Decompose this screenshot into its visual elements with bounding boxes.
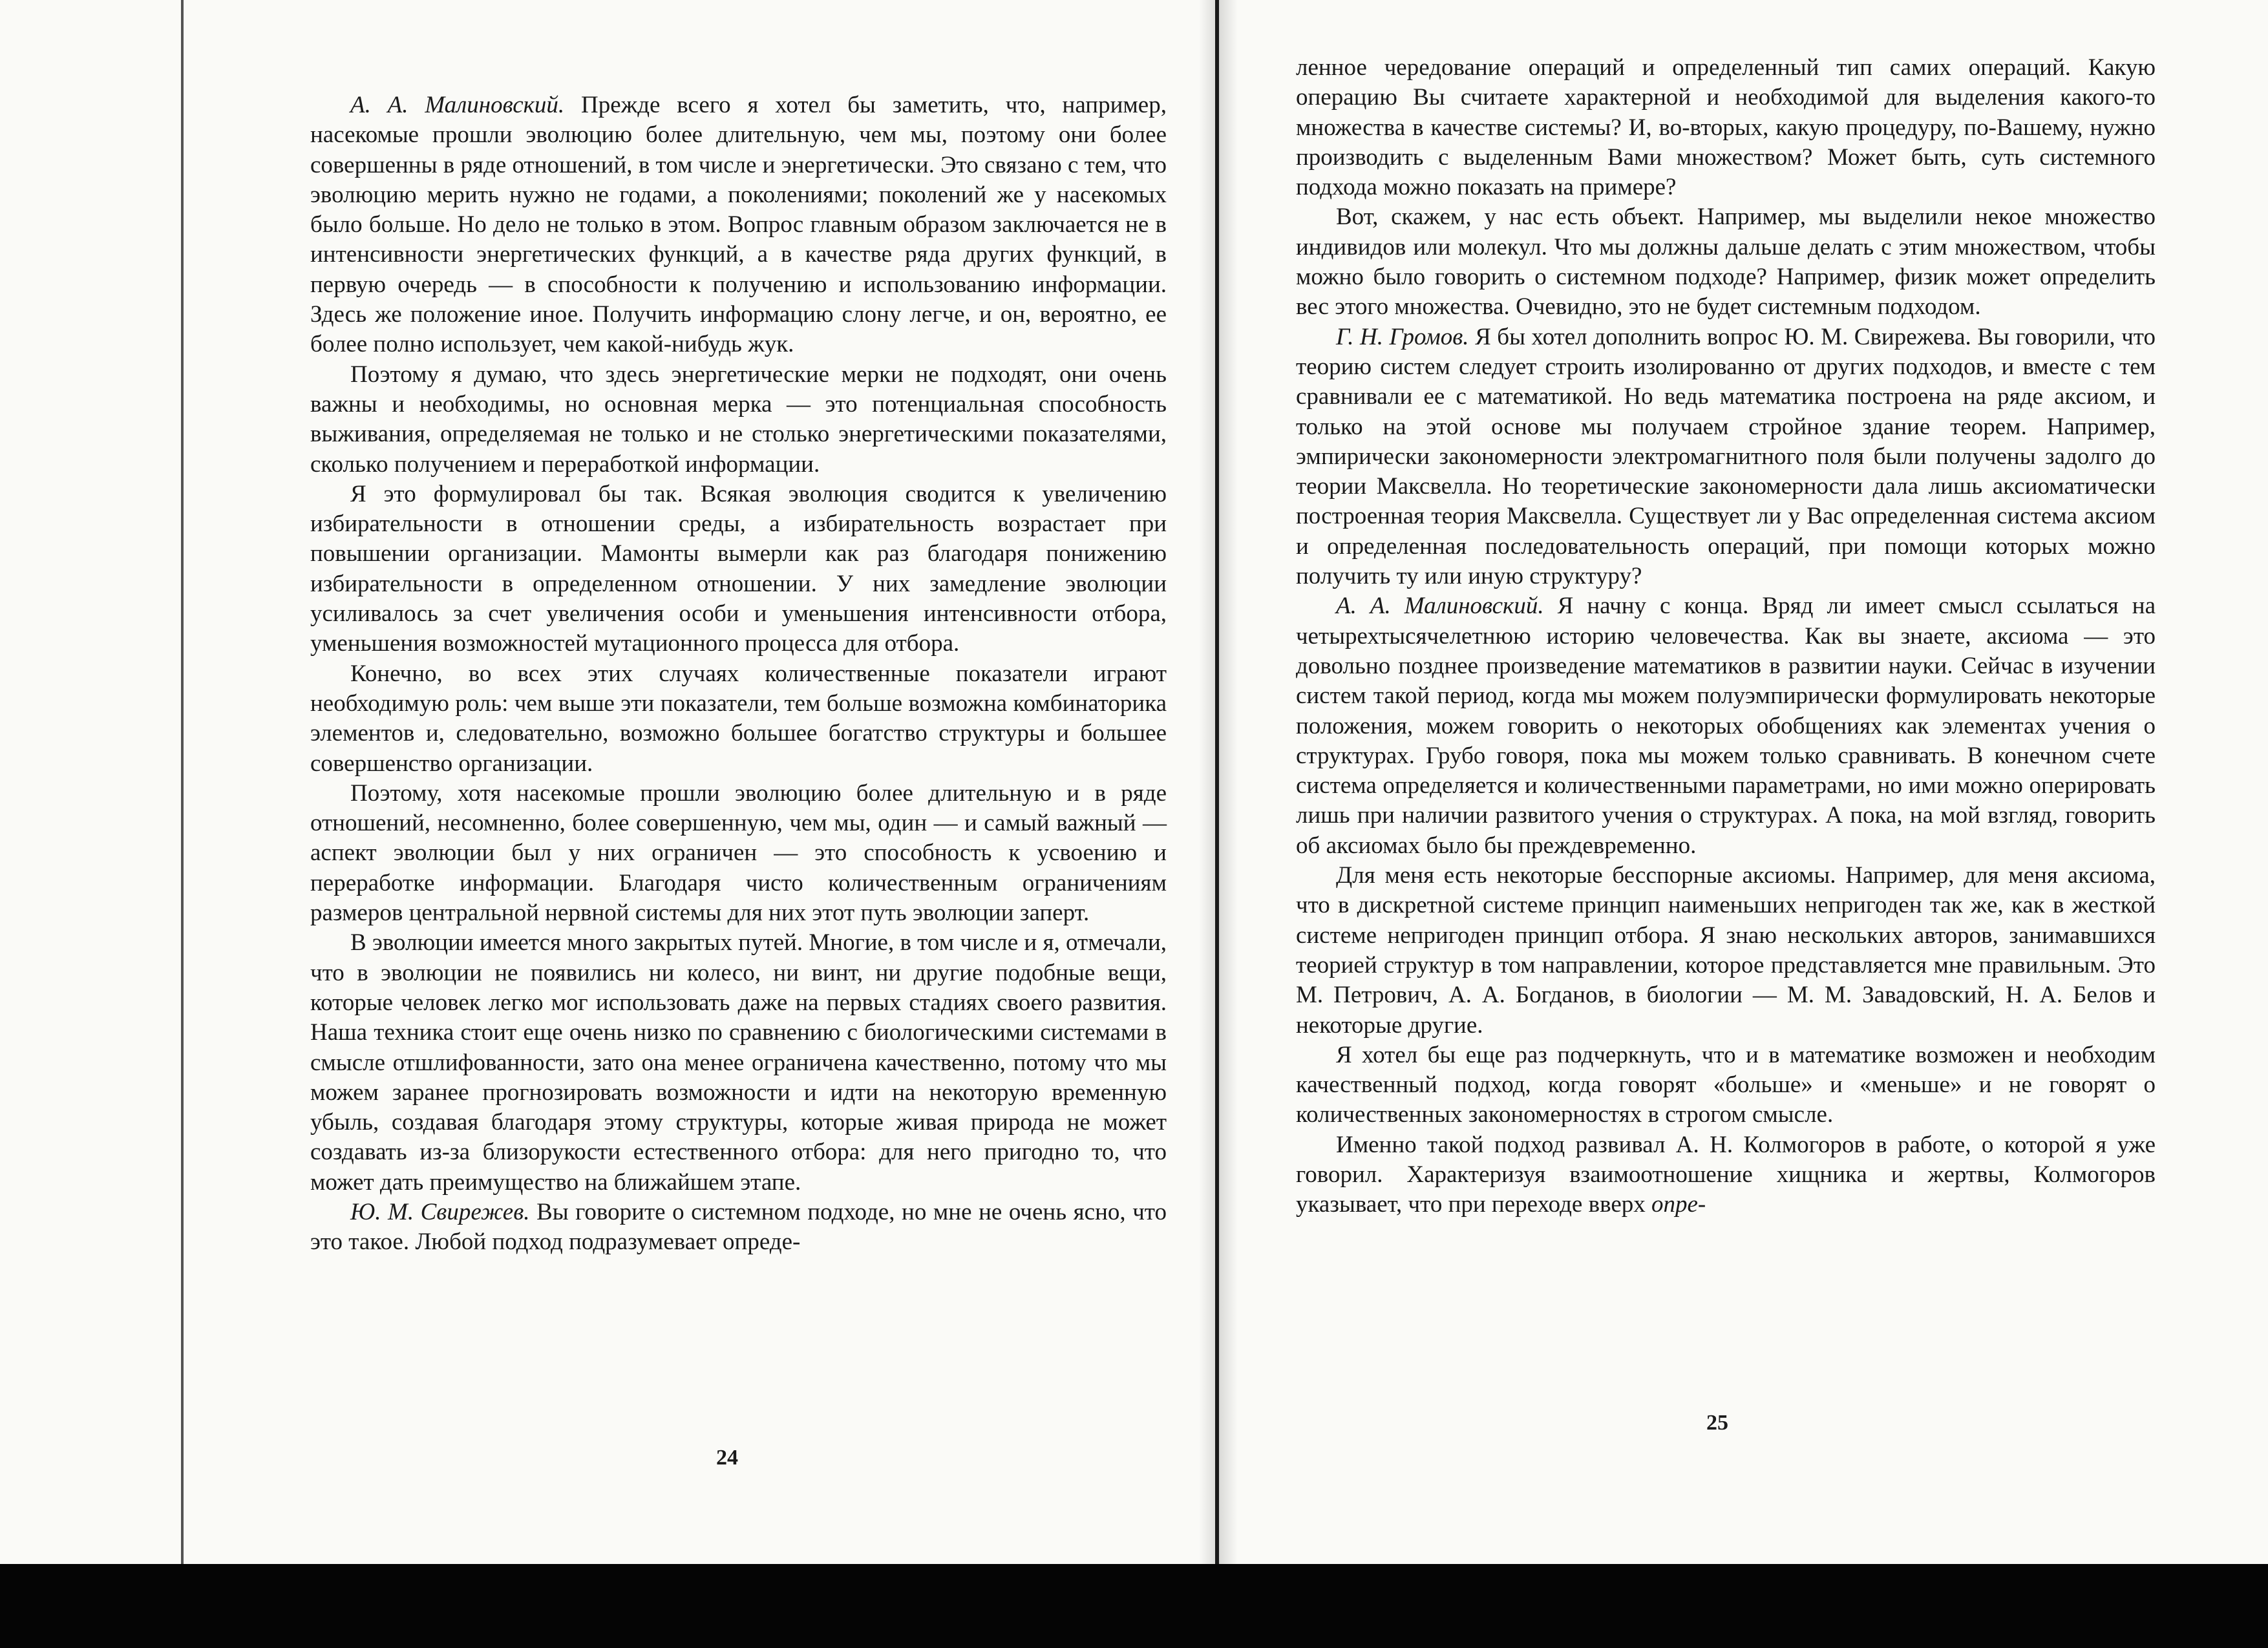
emphasized-text: опре- (1651, 1191, 1706, 1218)
paragraph-text: Я начну с конца. Вряд ли имеет смысл ссылаться на четырехтысячелетнюю историю человечества. Как вы знаете, аксиома — это довольно позднее произведение математиков в развитии науки. Сейчас в изучении систем такой период, когда мы можем полуэмпирически формулировать некоторые положения, можем говорить о некоторых обобщениях как элементах учения о структурах. Грубо говоря, пока мы можем только сравнивать. В конечном счете система определяется и количественными параметрами, но ими можно оперировать лишь при наличии развитого учения о структурах. А пока, на мой взгляд, говорить об аксиомах было бы преждевременно. (1296, 593, 2156, 859)
paragraph-text: Для меня есть некоторые бесспорные аксиомы. Например, для меня аксиома, что в дискретной системе принцип наименьших непригоден так же, как в жесткой системе непригоден принцип отбора. Я знаю нескольких авторов, занимавшихся теорией структур в том направлении, которое представляется мне правильным. Это М. Петрович, А. А. Богданов, в биологии — М. М. Завадовский, Н. А. Белов и некоторые другие. (1296, 862, 2156, 1039)
paragraph (1296, 861, 2156, 1041)
paragraph (1296, 1041, 2156, 1130)
paragraph (1296, 1130, 2156, 1220)
left-page (310, 90, 1167, 1258)
paragraph (1296, 591, 2156, 861)
speaker-name: А. А. Малиновский. (350, 92, 565, 118)
paragraph-text: Поэтому, хотя насекомые прошли эволюцию более длительную и в ряде отношений, несомненно, более совершенную, чем мы, один — и самый важный — аспект эволюции был у них ограничен — это способность к усвоению и переработке информации. Благодаря чисто количественным ограничениям размеров центральной нервной системы для них этот путь эволюции заперт. (310, 779, 1167, 927)
paragraph (310, 928, 1167, 1198)
paragraph (1296, 53, 2156, 202)
paragraph-text: Конечно, во всех этих случаях количественные показатели играют необходимую роль: чем выше эти показатели, тем больше возможна комбинаторика элементов и, следовательно, возможно большее богатство структуры и большее совершенство организации. (310, 660, 1167, 777)
speaker-name: Ю. М. Свирежев. (350, 1198, 530, 1225)
paragraph-text: Вот, скажем, у нас есть объект. Например, мы выделили некое множество индивидов или молекул. Что мы должны дальше делать с этим множеством, чтобы можно было говорить о системном подходе? Например, физик может определить вес этого множества. Очевидно, это не будет системным подходом. (1296, 204, 2156, 321)
paragraph-text: В эволюции имеется много закрытых путей. Многие, в том числе и я, отмечали, что в эволюции не появились ни колесо, ни винт, ни другие подобные вещи, которые человек легко мог использовать даже на первых стадиях своего развития. Наша техника стоит еще очень низко по сравнению с биологическими системами в смысле отшлифованности, зато она менее ограничена качественно, потому что мы можем заранее прогнозировать возможности и идти на некоторую временную убыль, создавая благодаря этому структуры, которые живая природа не может создавать из-за близорукости естественного отбора: для него пригодно то, что может дать преимущество на ближайшем этапе. (310, 929, 1167, 1196)
paragraph (310, 1198, 1167, 1258)
paragraph-text: Я хотел бы еще раз подчеркнуть, что и в математике возможен и необходим качественный подход, когда говорят «больше» и «меньше» и не говорят о количественных закономерностях в строгом смысле. (1296, 1041, 2156, 1128)
paragraph (1296, 322, 2156, 592)
left-page-edge (181, 0, 184, 1564)
paragraph (310, 659, 1167, 779)
paragraph (310, 779, 1167, 928)
paragraph-text: Я это формулировал бы так. Всякая эволюция сводится к увеличению избирательности в отношении среды, а избирательность возрастает при повышении организации. Мамонты вымерли как раз благодаря понижению избирательности в определенном отношении. У них замедление эволюции усиливалось за счет увеличения особи и уменьшения интенсивности отбора, уменьшения возможностей мутационного процесса для отбора. (310, 480, 1167, 657)
right-page (1296, 53, 2156, 1220)
paragraph (310, 90, 1167, 360)
book-gutter (1215, 0, 1219, 1564)
page-number-left: 24 (716, 1446, 738, 1470)
paragraph-text: ленное чередование операций и определенный тип самих операций. Какую операцию Вы считаете характерной и необходимой для выделения какого-то множества в качестве системы? И, во-вторых, какую процедуру, по-Вашему, нужно производить с выделенным Вами множеством? Может быть, суть системного подхода можно показать на примере? (1296, 54, 2156, 201)
page-number-right: 25 (1706, 1411, 1728, 1435)
paragraph-text: Вы говорите о системном подходе, но мне не очень ясно, что это такое. Любой подход подразумевает опреде- (310, 1198, 1167, 1256)
speaker-name: А. А. Малиновский. (1336, 593, 1544, 620)
speaker-name: Г. Н. Громов. (1336, 323, 1469, 350)
paragraph-text: Я бы хотел дополнить вопрос Ю. М. Свирежева. Вы говорили, что теорию систем следует строить изолированно от других подходов, и вместе с тем сравнивали ее с математикой. Но ведь математика построена на ряде аксиом, и только на этой основе мы получаем стройное здание теорем. Например, эмпирически закономерности электромагнитного поля были получены задолго до теории Максвелла. Но теоретические закономерности дала лишь аксиоматически построенная теория Максвелла. Существует ли у Вас определенная система аксиом и определенная последовательность операций, при помощи которых можно получить ту или иную структуру? (1296, 323, 2156, 590)
paragraph-text: Поэтому я думаю, что здесь энергетические мерки не подходят, они очень важны и необходимы, но основная мерка — это потенциальная способность выживания, определяемая не только и не столько энергетическими показателями, сколько получением и переработкой информации. (310, 361, 1167, 478)
scan-bottom-border (0, 1564, 2268, 1648)
paragraph (310, 360, 1167, 480)
paragraph-text: Именно такой подход развивал А. Н. Колмогоров в работе, о которой я уже говорил. Характеризуя взаимоотношение хищника и жертвы, Колмогоров указывает, что при переходе вверх (1296, 1131, 2156, 1218)
paragraph (1296, 202, 2156, 322)
paragraph (310, 480, 1167, 659)
paragraph-text: Прежде всего я хотел бы заметить, что, например, насекомые прошли эволюцию более длительную, чем мы, поэтому они более совершенны в ряде отношений, в том числе и энергетически. Это связано с тем, что эволюцию мерить нужно не годами, а поколениями; поколений же у насекомых было больше. Но дело не только в этом. Вопрос главным образом заключается не в интенсивности энергетических функций, а в качестве ряда других функций, в первую очередь — в способности к получению и использованию информации. Здесь же положение иное. Получить информацию слону легче, и он, вероятно, ее более полно использует, чем какой-нибудь жук. (310, 92, 1167, 358)
